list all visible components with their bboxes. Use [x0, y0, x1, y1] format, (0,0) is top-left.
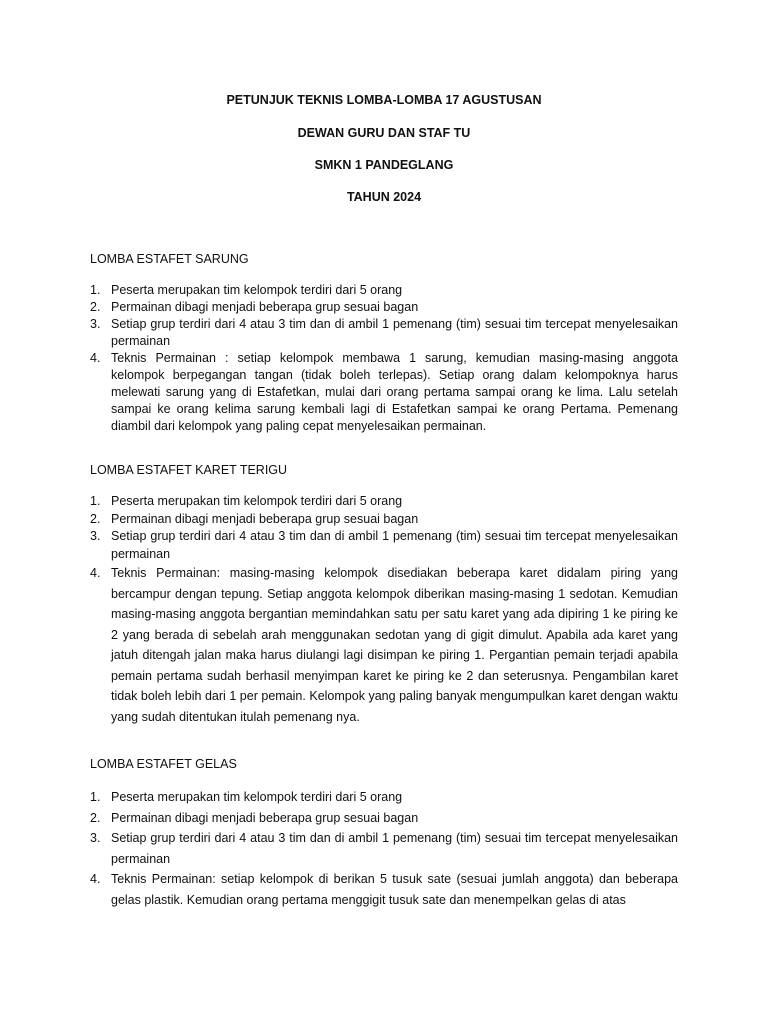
list-number: 1. [90, 494, 101, 508]
list-number: 4. [90, 566, 101, 580]
list-item [90, 869, 678, 910]
list-text: Setiap grup terdiri dari 4 atau 3 tim dan di ambil 1 pemenang (tim) sesuai tim tercepat menyelesaikan permainan [111, 529, 678, 561]
list-number: 4. [90, 351, 101, 365]
list-text: Permainan dibagi menjadi beberapa grup sesuai bagan [111, 810, 419, 825]
list-item [90, 493, 678, 511]
rules-list-estafet-gelas [90, 787, 678, 910]
document-subtitle-school: SMKN 1 PANDEGLANG [314, 158, 454, 172]
list-number: 3. [90, 831, 101, 845]
list-item [90, 316, 678, 350]
list-item [90, 350, 678, 435]
list-number: 2. [90, 810, 101, 825]
list-text: Peserta merupakan tim kelompok terdiri dari 5 orang [111, 494, 403, 508]
list-text: Permainan dibagi menjadi beberapa grup sesuai bagan [111, 300, 419, 314]
list-item [90, 828, 678, 869]
list-text: Teknis Permainan: setiap kelompok di berikan 5 tusuk sate (sesuai jumlah anggota) dan beberapa gelas plastik. Kemudian orang pertama menggigit tusuk sate dan menempelkan gelas di atas [111, 872, 678, 907]
section-title-estafet-sarung: LOMBA ESTAFET SARUNG [90, 252, 249, 266]
list-text: Peserta merupakan tim kelompok terdiri dari 5 orang [111, 790, 403, 804]
list-number: 3. [90, 529, 101, 543]
list-item [90, 563, 678, 727]
list-text: Teknis Permainan : setiap kelompok membawa 1 sarung, kemudian masing-masing anggota kelompok berpegangan tangan (tidak boleh terlepas). Setiap orang dalam kelompoknya harus melewati sarung yang di Estafetkan, mulai dari orang pertama sampai orang ke lima. Lalu setelah sampai ke orang kelima sarung kembali lagi di Estafetkan sampai ke orang Pertama. Pemenang diambil dari kelompok yang paling cepat menyelesaikan permainan. [111, 351, 678, 433]
list-text: Setiap grup terdiri dari 4 atau 3 tim dan di ambil 1 pemenang (tim) sesuai tim tercepat menyelesaikan permainan [111, 317, 678, 348]
list-item [90, 511, 678, 529]
list-number: 4. [90, 872, 101, 886]
list-text: Permainan dibagi menjadi beberapa grup sesuai bagan [111, 511, 419, 526]
list-number: 2. [90, 511, 101, 526]
document-title: PETUNJUK TEKNIS LOMBA-LOMBA 17 AGUSTUSAN [226, 93, 542, 107]
document-subtitle-year: TAHUN 2024 [346, 190, 422, 204]
list-number: 1. [90, 790, 101, 804]
list-number: 3. [90, 317, 101, 331]
list-text: Peserta merupakan tim kelompok terdiri dari 5 orang [111, 283, 403, 297]
list-text: Teknis Permainan: masing-masing kelompok disediakan beberapa karet didalam piring yang bercampur dengan tepung. Setiap anggota kelompok diberikan masing-masing 1 sedotan. Kemudian masing-masing anggota bergantian memindahkan satu per satu karet yang ada dipiring 1 ke piring ke 2 yang berada di sebelah arah menggunakan sedotan yang di gigit dimulut. Apabila ada karet yang jatuh ditengah jalan maka harus diulangi lagi disimpan ke piring 1. Pergantian pemain terjadi apabila pemain pertama sudah berhasil menyimpan karet ke piring ke 2 dan seterusnya. Pengambilan karet tidak boleh lebih dari 1 per pemain. Kelompok yang paling banyak mengumpulkan karet dengan waktu yang sudah ditentukan itulah pemenang nya. [111, 566, 678, 724]
document-subtitle-organizer: DEWAN GURU DAN STAF TU [297, 126, 471, 140]
list-item [90, 299, 678, 316]
rules-list-estafet-karet-terigu [90, 493, 678, 727]
list-number: 1. [90, 283, 101, 297]
list-item [90, 808, 678, 829]
list-item [90, 787, 678, 808]
list-item [90, 528, 678, 563]
list-item [90, 282, 678, 299]
section-title-estafet-gelas: LOMBA ESTAFET GELAS [90, 757, 237, 771]
section-title-estafet-karet-terigu: LOMBA ESTAFET KARET TERIGU [90, 463, 288, 477]
rules-list-estafet-sarung [90, 282, 678, 435]
list-number: 2. [90, 300, 101, 314]
list-text: Setiap grup terdiri dari 4 atau 3 tim dan di ambil 1 pemenang (tim) sesuai tim tercepat menyelesaikan permainan [111, 831, 678, 866]
